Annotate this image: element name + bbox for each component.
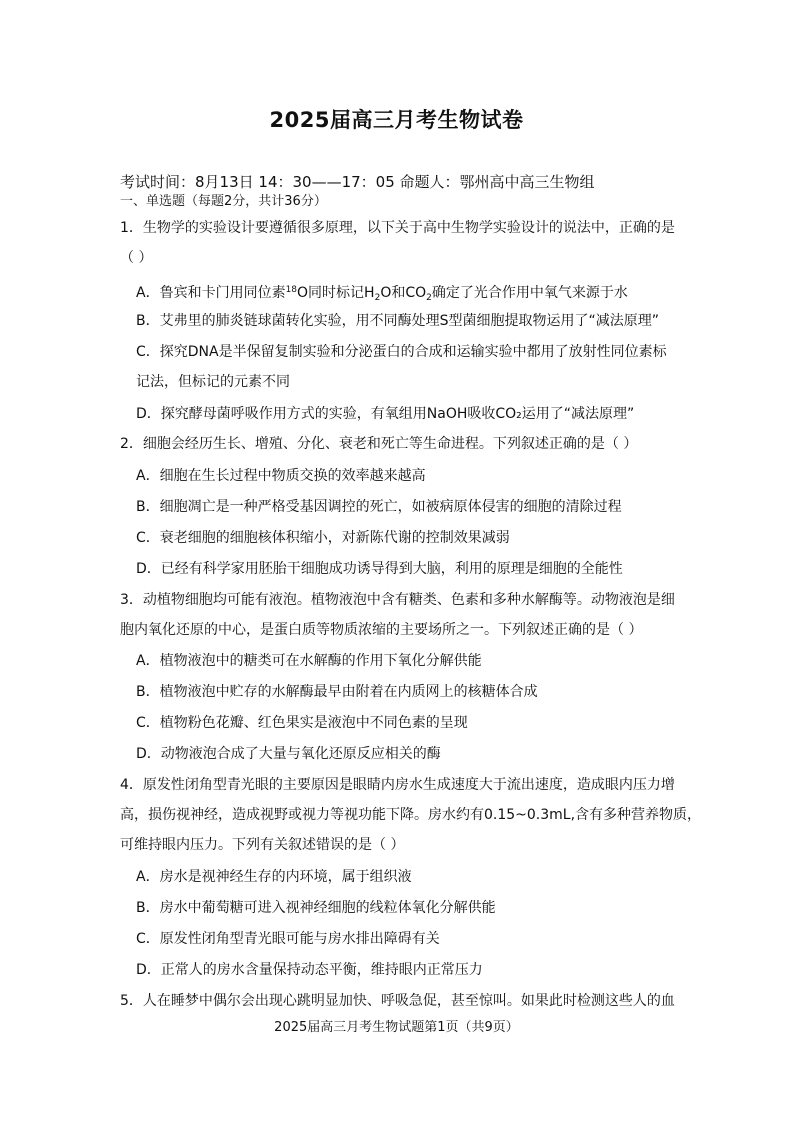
q2-option-d: D．已经有科学家用胚胎干细胞成功诱导得到大脑，利用的原理是细胞的全能性 — [136, 561, 623, 577]
q4-option-d: D．正常人的房水含量保持动态平衡，维持眼内正常压力 — [136, 962, 483, 978]
section-heading: 一、单选题（每题2分，共计36分） — [120, 194, 327, 209]
q1-option-b: B．艾弗里的肺炎链球菌转化实验，用不同酶处理S型菌细胞提取物运用了“减法原理” — [136, 313, 659, 329]
q2-option-a: A．细胞在生长过程中物质交换的效率越来越高 — [136, 468, 426, 484]
q4-stem-line3: 可维持眼内压力。下列有关叙述错误的是（ ） — [120, 837, 405, 853]
q4-stem-line2: 高，损伤视神经，造成视野或视力等视功能下降。房水约有0.15~0.3mL,含有多种营养物质， — [120, 807, 702, 823]
q2-option-c: C．衰老细胞的细胞核体积缩小，对新陈代谢的控制效果减弱 — [136, 530, 510, 546]
q2-option-b: B．细胞凋亡是一种严格受基因调控的死亡，如被病原体侵害的细胞的清除过程 — [136, 499, 622, 515]
q5-stem-line1: 5．人在睡梦中偶尔会出现心跳明显加快、呼吸急促，甚至惊叫。如果此时检测这些人的血 — [120, 993, 675, 1009]
q2-stem: 2．细胞会经历生长、增殖、分化、衰老和死亡等生命进程。下列叙述正确的是（ ） — [120, 436, 638, 452]
q4-option-c: C．原发性闭角型青光眼可能与房水排出障碍有关 — [136, 931, 440, 947]
q4-stem-line1: 4．原发性闭角型青光眼的主要原因是眼睛内房水生成速度大于流出速度，造成眼内压力增 — [120, 777, 675, 793]
q3-option-b: B．植物液泡中贮存的水解酶最早由附着在内质网上的核糖体合成 — [136, 684, 538, 700]
q1-option-c-line1: C．探究DNA是半保留复制实验和分泌蛋白的合成和运输实验中都用了放射性同位素标 — [136, 344, 667, 360]
exam-title: 2025届高三月考生物试卷 — [269, 108, 524, 132]
exam-info: 考试时间：8月13日 14：30——17：05 命题人：鄂州高中高三生物组 — [120, 173, 595, 191]
q1-option-a: A．鲁宾和卡门用同位素$^{18}$O同时标记$H_2O$和$CO_2$确定了光合作用中氧气来源于水 — [136, 285, 628, 303]
q3-stem-line1: 3．动植物细胞均可能有液泡。植物液泡中含有糖类、色素和多种水解酶等。动物液泡是细 — [120, 592, 675, 608]
q1-option-d: D．探究酵母菌呼吸作用方式的实验，有氧组用NaOH吸收CO₂运用了“减法原理” — [136, 406, 635, 422]
q3-option-a: A．植物液泡中的糖类可在水解酶的作用下氧化分解供能 — [136, 653, 482, 669]
q1-stem-line2: （ ） — [120, 250, 153, 266]
q3-option-c: C．植物粉色花瓣、红色果实是液泡中不同色素的呈现 — [136, 715, 468, 731]
q1-option-c-line2: 记法，但标记的元素不同 — [136, 374, 290, 390]
q4-option-b: B．房水中葡萄糖可进入视神经细胞的线粒体氧化分解供能 — [136, 900, 496, 916]
q4-option-a: A．房水是视神经生存的内环境，属于组织液 — [136, 869, 412, 885]
q3-stem-line2: 胞内氧化还原的中心，是蛋白质等物质浓缩的主要场所之一。下列叙述正确的是（ ） — [120, 622, 643, 638]
page-footer: 2025届高三月考生物试题第1页（共9页） — [274, 1020, 519, 1035]
q3-option-d: D．动物液泡合成了大量与氧化还原反应相关的酶 — [136, 746, 441, 762]
q1-stem-line1: 1．生物学的实验设计要遵循很多原理，以下关于高中生物学实验设计的说法中，正确的是 — [120, 220, 675, 236]
